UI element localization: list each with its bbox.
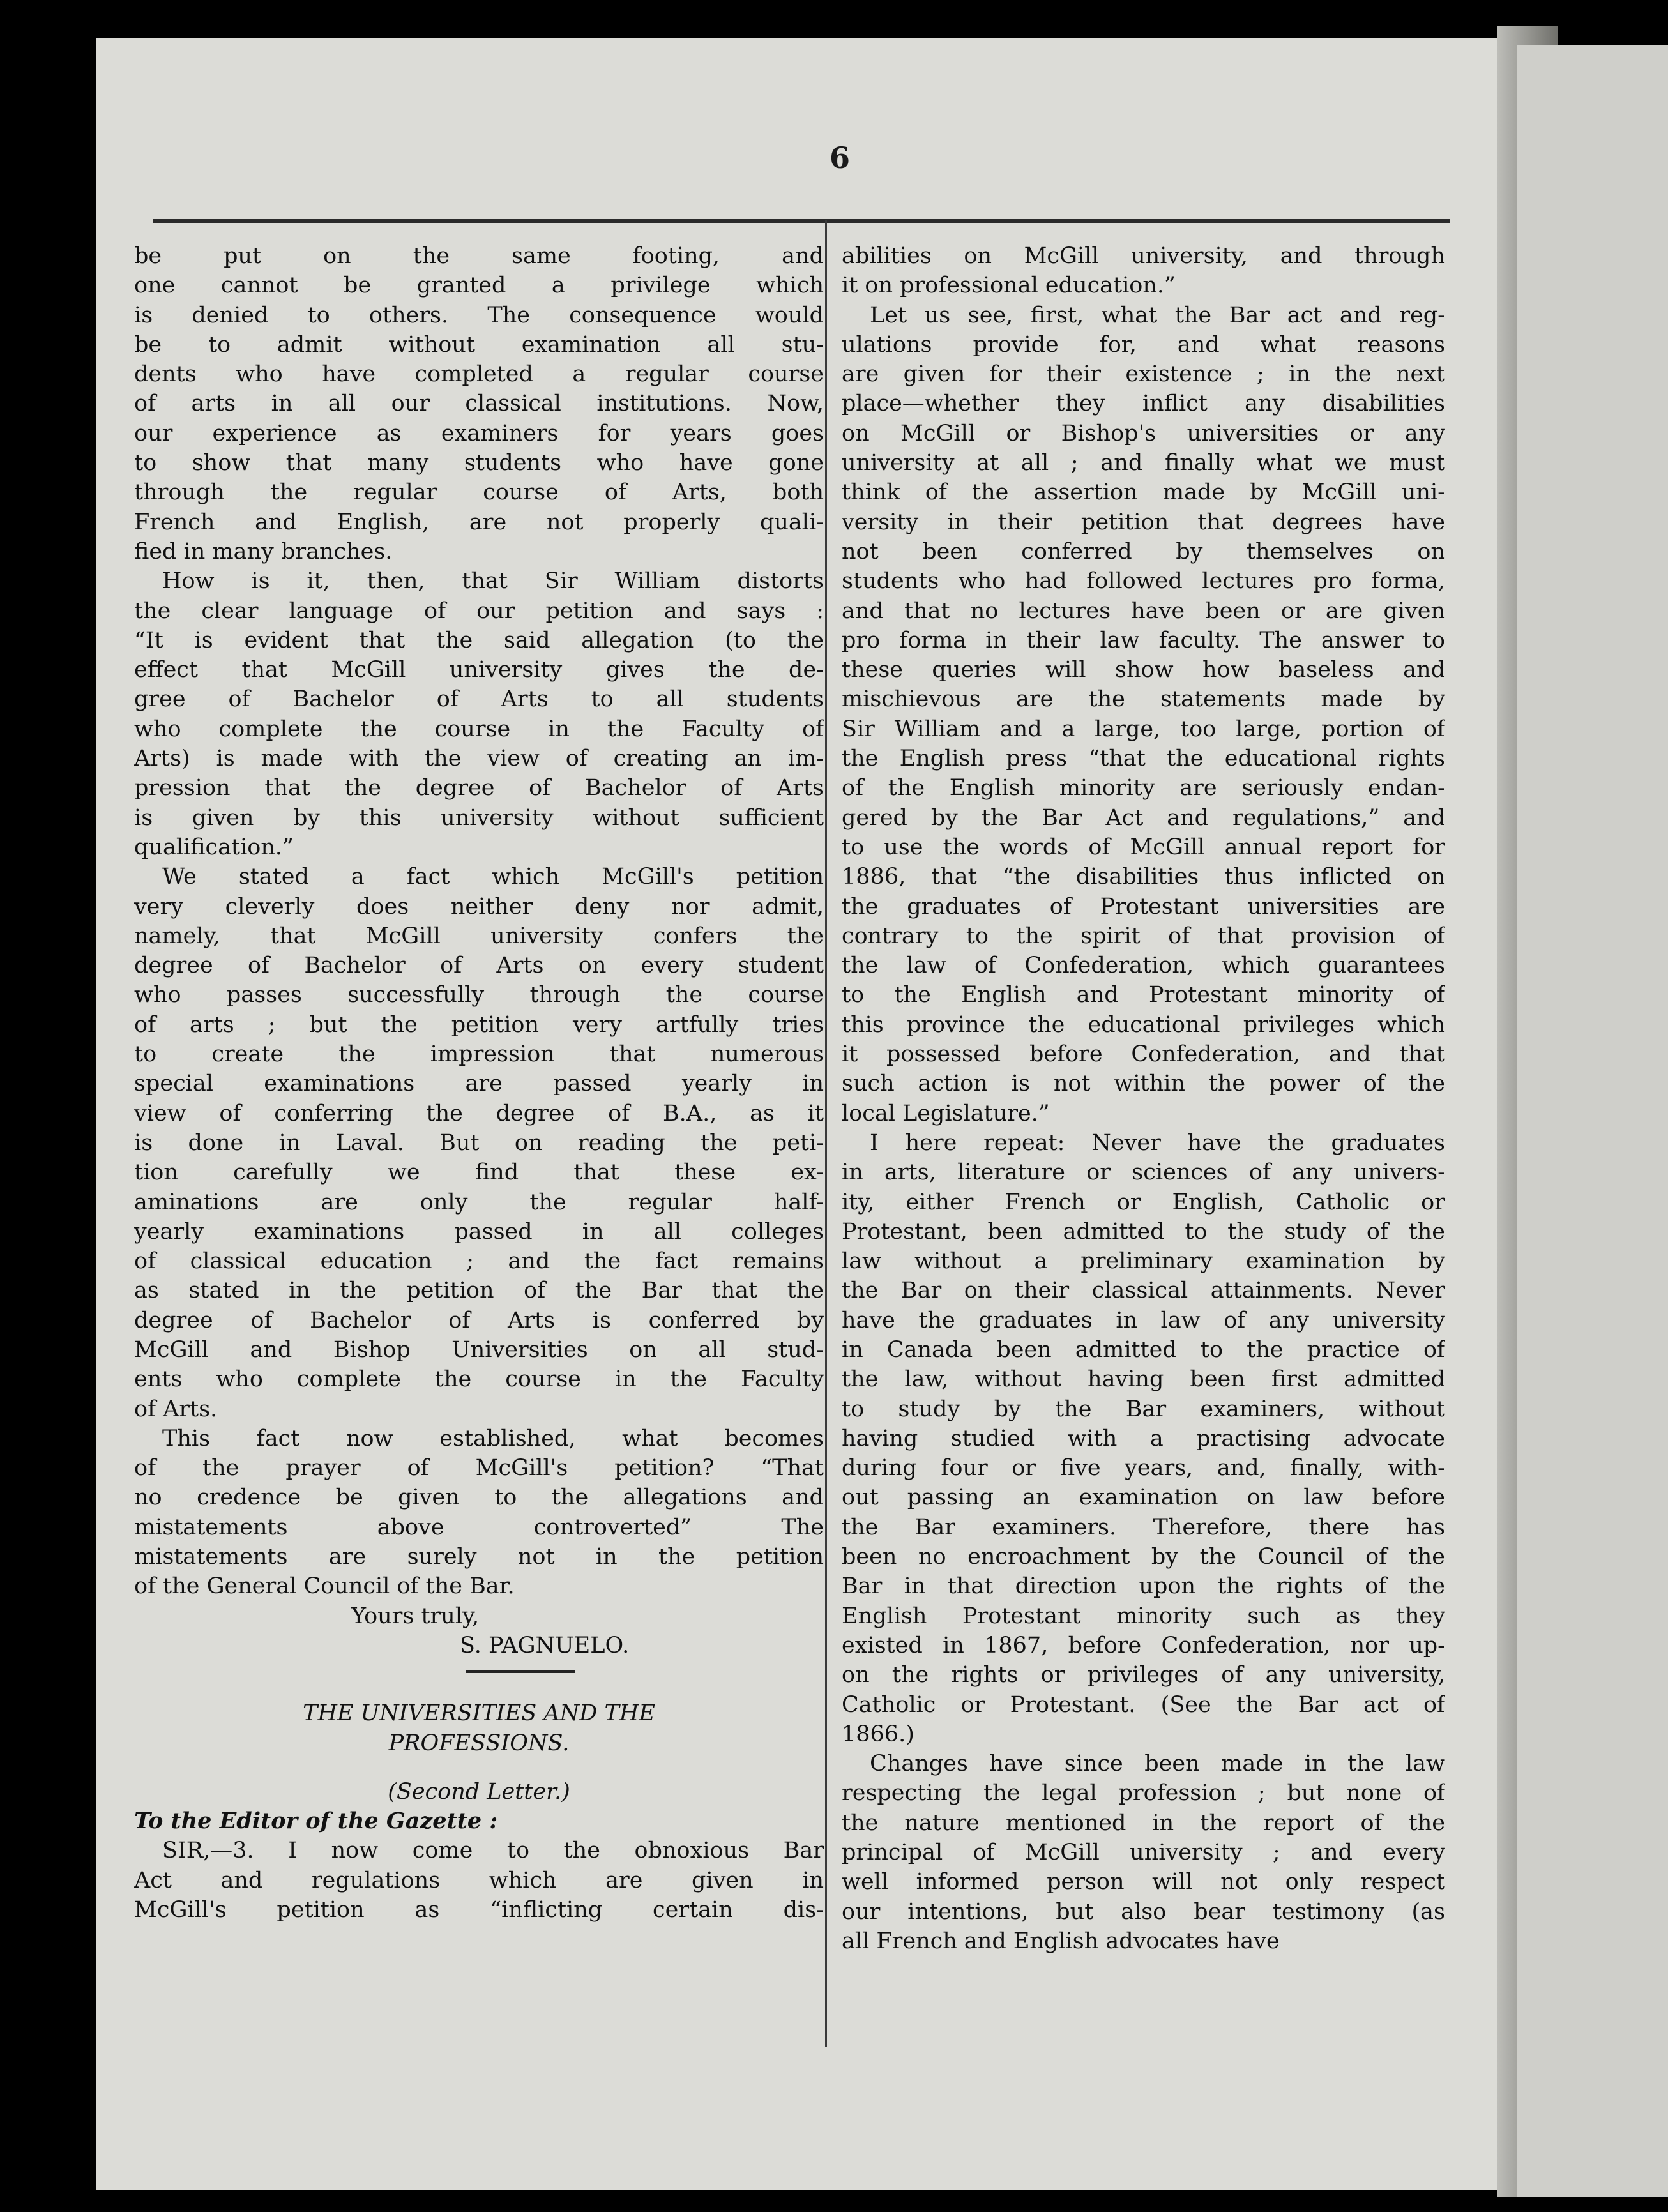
- text-line: contrary to the spirit of that provision of: [842, 923, 1445, 949]
- text-line: the law of Confederation, which guarantees: [842, 953, 1445, 979]
- text-line: of classical education ; and the fact remains: [134, 1248, 824, 1275]
- text-line: namely, that McGill university confers the: [134, 923, 824, 949]
- text-line: local Legislature.”: [842, 1100, 1050, 1126]
- text-line: Arts) is made with the view of creating an im-: [134, 746, 824, 772]
- text-line: “It is evident that the said allegation (to the: [134, 627, 824, 653]
- text-line: during four or five years, and, finally, with-: [842, 1455, 1445, 1481]
- text-line: no credence be given to the allegations and: [134, 1485, 824, 1511]
- right-column: [842, 241, 1445, 1956]
- text-line: yearly examinations passed in all colleges: [134, 1218, 824, 1245]
- text-line: one cannot be granted a privilege which: [134, 273, 824, 299]
- text-line: it on professional education.”: [842, 273, 1176, 299]
- text-line: special examinations are passed yearly in: [134, 1071, 824, 1097]
- text-line: effect that McGill university gives the de-: [134, 657, 824, 683]
- paragraph: [134, 862, 824, 1424]
- text-line: French and English, are not properly quali-: [134, 509, 824, 535]
- text-line: I here repeat: Never have the graduates: [870, 1130, 1445, 1156]
- text-line: mistatements are surely not in the petition: [134, 1544, 824, 1570]
- text-line: of Arts.: [134, 1396, 218, 1422]
- text-line: who complete the course in the Faculty of: [134, 716, 824, 742]
- text-line: the graduates of Protestant universities are: [842, 893, 1445, 920]
- text-line: be put on the same footing, and: [134, 243, 824, 269]
- text-line: this province the educational privileges which: [842, 1011, 1445, 1038]
- text-line: 1886, that “the disabilities thus inflicted on: [842, 864, 1445, 890]
- text-line: it possessed before Confederation, and that: [842, 1042, 1445, 1068]
- left-column: [134, 241, 824, 1925]
- text-line: Let us see, first, what the Bar act and reg-: [870, 302, 1445, 328]
- text-line: on the rights or privileges of any university,: [842, 1662, 1445, 1688]
- section-title: PROFESSIONS.: [388, 1730, 570, 1756]
- closing: Yours truly,: [351, 1603, 480, 1629]
- text-line: How is it, then, that Sir William distorts: [162, 568, 824, 595]
- text-line: Catholic or Protestant. (See the Bar act of: [842, 1692, 1445, 1718]
- text-line: mistatements above controverted” The: [134, 1514, 824, 1540]
- text-line: view of conferring the degree of B.A., as it: [134, 1100, 824, 1126]
- text-line: is given by this university without sufficient: [134, 805, 824, 831]
- text-line: existed in 1867, before Confederation, nor up-: [842, 1632, 1445, 1658]
- text-line: such action is not within the power of the: [842, 1071, 1445, 1097]
- text-line: as stated in the petition of the Bar that the: [134, 1278, 824, 1304]
- text-line: McGill and Bishop Universities on all stud-: [134, 1337, 824, 1363]
- text-line: the Bar on their classical attainments. Never: [842, 1278, 1445, 1304]
- text-line: the Bar examiners. Therefore, there has: [842, 1514, 1445, 1540]
- newspaper-page: [96, 38, 1497, 2190]
- top-rule: [153, 219, 1450, 223]
- page-number: 6: [829, 140, 850, 175]
- text-line: of the prayer of McGill's petition? “That: [134, 1455, 824, 1481]
- text-line: is denied to others. The consequence would: [134, 302, 824, 328]
- text-line: This fact now established, what becomes: [162, 1425, 824, 1451]
- text-line: We stated a fact which McGill's petition: [162, 864, 824, 890]
- text-line: Protestant, been admitted to the study of the: [842, 1218, 1445, 1245]
- text-line: Sir William and a large, too large, portion of: [842, 716, 1445, 742]
- text-line: Changes have since been made in the law: [870, 1751, 1445, 1777]
- paragraph: [134, 566, 824, 862]
- text-line: to use the words of McGill annual report for: [842, 834, 1445, 860]
- paragraph: [842, 1128, 1445, 1749]
- text-line: and that no lectures have been or are given: [842, 598, 1445, 624]
- text-line: these queries will show how baseless and: [842, 657, 1445, 683]
- paragraph: [842, 1749, 1445, 1956]
- text-line: in arts, literature or sciences of any univers-: [842, 1160, 1445, 1186]
- text-line: mischievous are the statements made by: [842, 686, 1445, 713]
- text-line: gered by the Bar Act and regulations,” and: [842, 805, 1445, 831]
- text-line: of arts ; but the petition very artfully tries: [134, 1011, 824, 1038]
- text-line: students who had followed lectures pro forma,: [842, 568, 1445, 595]
- text-line: the clear language of our petition and says :: [134, 598, 824, 624]
- text-line: on McGill or Bishop's universities or any: [842, 420, 1445, 446]
- text-line: to study by the Bar examiners, without: [842, 1396, 1445, 1422]
- text-line: of the English minority are seriously endan-: [842, 775, 1445, 801]
- paragraph: [842, 301, 1445, 1128]
- text-line: pression that the degree of Bachelor of Arts: [134, 775, 824, 801]
- text-line: who passes successfully through the course: [134, 982, 824, 1008]
- text-line: ity, either French or English, Catholic or: [842, 1189, 1445, 1215]
- text-line: our experience as examiners for years goes: [134, 420, 824, 446]
- text-line: been no encroachment by the Council of the: [842, 1544, 1445, 1570]
- paragraph: [842, 241, 1445, 301]
- text-line: the law, without having been first admitted: [842, 1367, 1445, 1393]
- text-line: our intentions, but also bear testimony (as: [842, 1898, 1445, 1925]
- text-line: Bar in that direction upon the rights of the: [842, 1573, 1445, 1600]
- text-line: all French and English advocates have: [842, 1928, 1280, 1954]
- subtitle: (Second Letter.): [388, 1778, 570, 1805]
- spacer: [134, 1758, 824, 1777]
- text-line: of arts in all our classical institutions. Now,: [134, 391, 824, 417]
- text-line: have the graduates in law of any university: [842, 1307, 1445, 1333]
- section-rule: [466, 1670, 575, 1673]
- text-line: of the General Council of the Bar.: [134, 1573, 515, 1600]
- text-line: degree of Bachelor of Arts is conferred by: [134, 1307, 824, 1333]
- text-line: 1866.): [842, 1721, 914, 1747]
- text-line: law without a preliminary examination by: [842, 1248, 1445, 1275]
- text-line: tion carefully we find that these ex-: [134, 1160, 824, 1186]
- text-line: aminations are only the regular half-: [134, 1189, 824, 1215]
- text-line: principal of McGill university ; and every: [842, 1840, 1445, 1866]
- column-divider: [825, 220, 827, 2047]
- text-line: to create the impression that numerous: [134, 1042, 824, 1068]
- text-line: think of the assertion made by McGill uni-: [842, 480, 1445, 506]
- paragraph: [134, 1424, 824, 1602]
- text-line: be to admit without examination all stu-: [134, 331, 824, 358]
- salutation: To the Editor of the Gazette :: [134, 1808, 498, 1835]
- text-line: fied in many branches.: [134, 538, 393, 564]
- text-line: ents who complete the course in the Faculty: [134, 1367, 824, 1393]
- text-line: is done in Laval. But on reading the peti-: [134, 1130, 824, 1156]
- text-line: gree of Bachelor of Arts to all students: [134, 686, 824, 713]
- paragraph: [134, 1836, 824, 1925]
- text-line: versity in their petition that degrees have: [842, 509, 1445, 535]
- text-line: degree of Bachelor of Arts on every student: [134, 953, 824, 979]
- text-line: McGill's petition as “inflicting certain dis-: [134, 1897, 824, 1923]
- text-line: in Canada been admitted to the practice of: [842, 1337, 1445, 1363]
- text-line: dents who have completed a regular course: [134, 361, 824, 388]
- text-line: out passing an examination on law before: [842, 1485, 1445, 1511]
- text-line: the nature mentioned in the report of the: [842, 1810, 1445, 1836]
- text-line: well informed person will not only respect: [842, 1869, 1445, 1895]
- text-line: respecting the legal profession ; but none of: [842, 1780, 1445, 1807]
- text-line: very cleverly does neither deny nor admit,: [134, 893, 824, 920]
- text-line: through the regular course of Arts, both: [134, 480, 824, 506]
- text-line: to the English and Protestant minority of: [842, 982, 1445, 1008]
- text-line: to show that many students who have gone: [134, 450, 824, 476]
- text-line: are given for their existence ; in the next: [842, 361, 1445, 388]
- text-line: qualification.”: [134, 834, 294, 860]
- text-line: place—whether they inflict any disabilities: [842, 391, 1445, 417]
- paragraph: [134, 241, 824, 566]
- text-line: ulations provide for, and what reasons: [842, 331, 1445, 358]
- adjacent-page-edge: [1517, 45, 1668, 2197]
- text-line: pro forma in their law faculty. The answer to: [842, 627, 1445, 653]
- signature: S. PAGNUELO.: [460, 1632, 630, 1658]
- text-line: university at all ; and finally what we must: [842, 450, 1445, 476]
- text-line: English Protestant minority such as they: [842, 1603, 1445, 1629]
- text-line: not been conferred by themselves on: [842, 538, 1445, 564]
- text-line: the English press “that the educational rights: [842, 746, 1445, 772]
- text-line: having studied with a practising advocate: [842, 1425, 1445, 1451]
- text-line: Act and regulations which are given in: [134, 1867, 824, 1893]
- section-title: THE UNIVERSITIES AND THE: [303, 1701, 655, 1727]
- text-line: SIR,—3. I now come to the obnoxious Bar: [162, 1838, 824, 1864]
- text-line: abilities on McGill university, and through: [842, 243, 1445, 269]
